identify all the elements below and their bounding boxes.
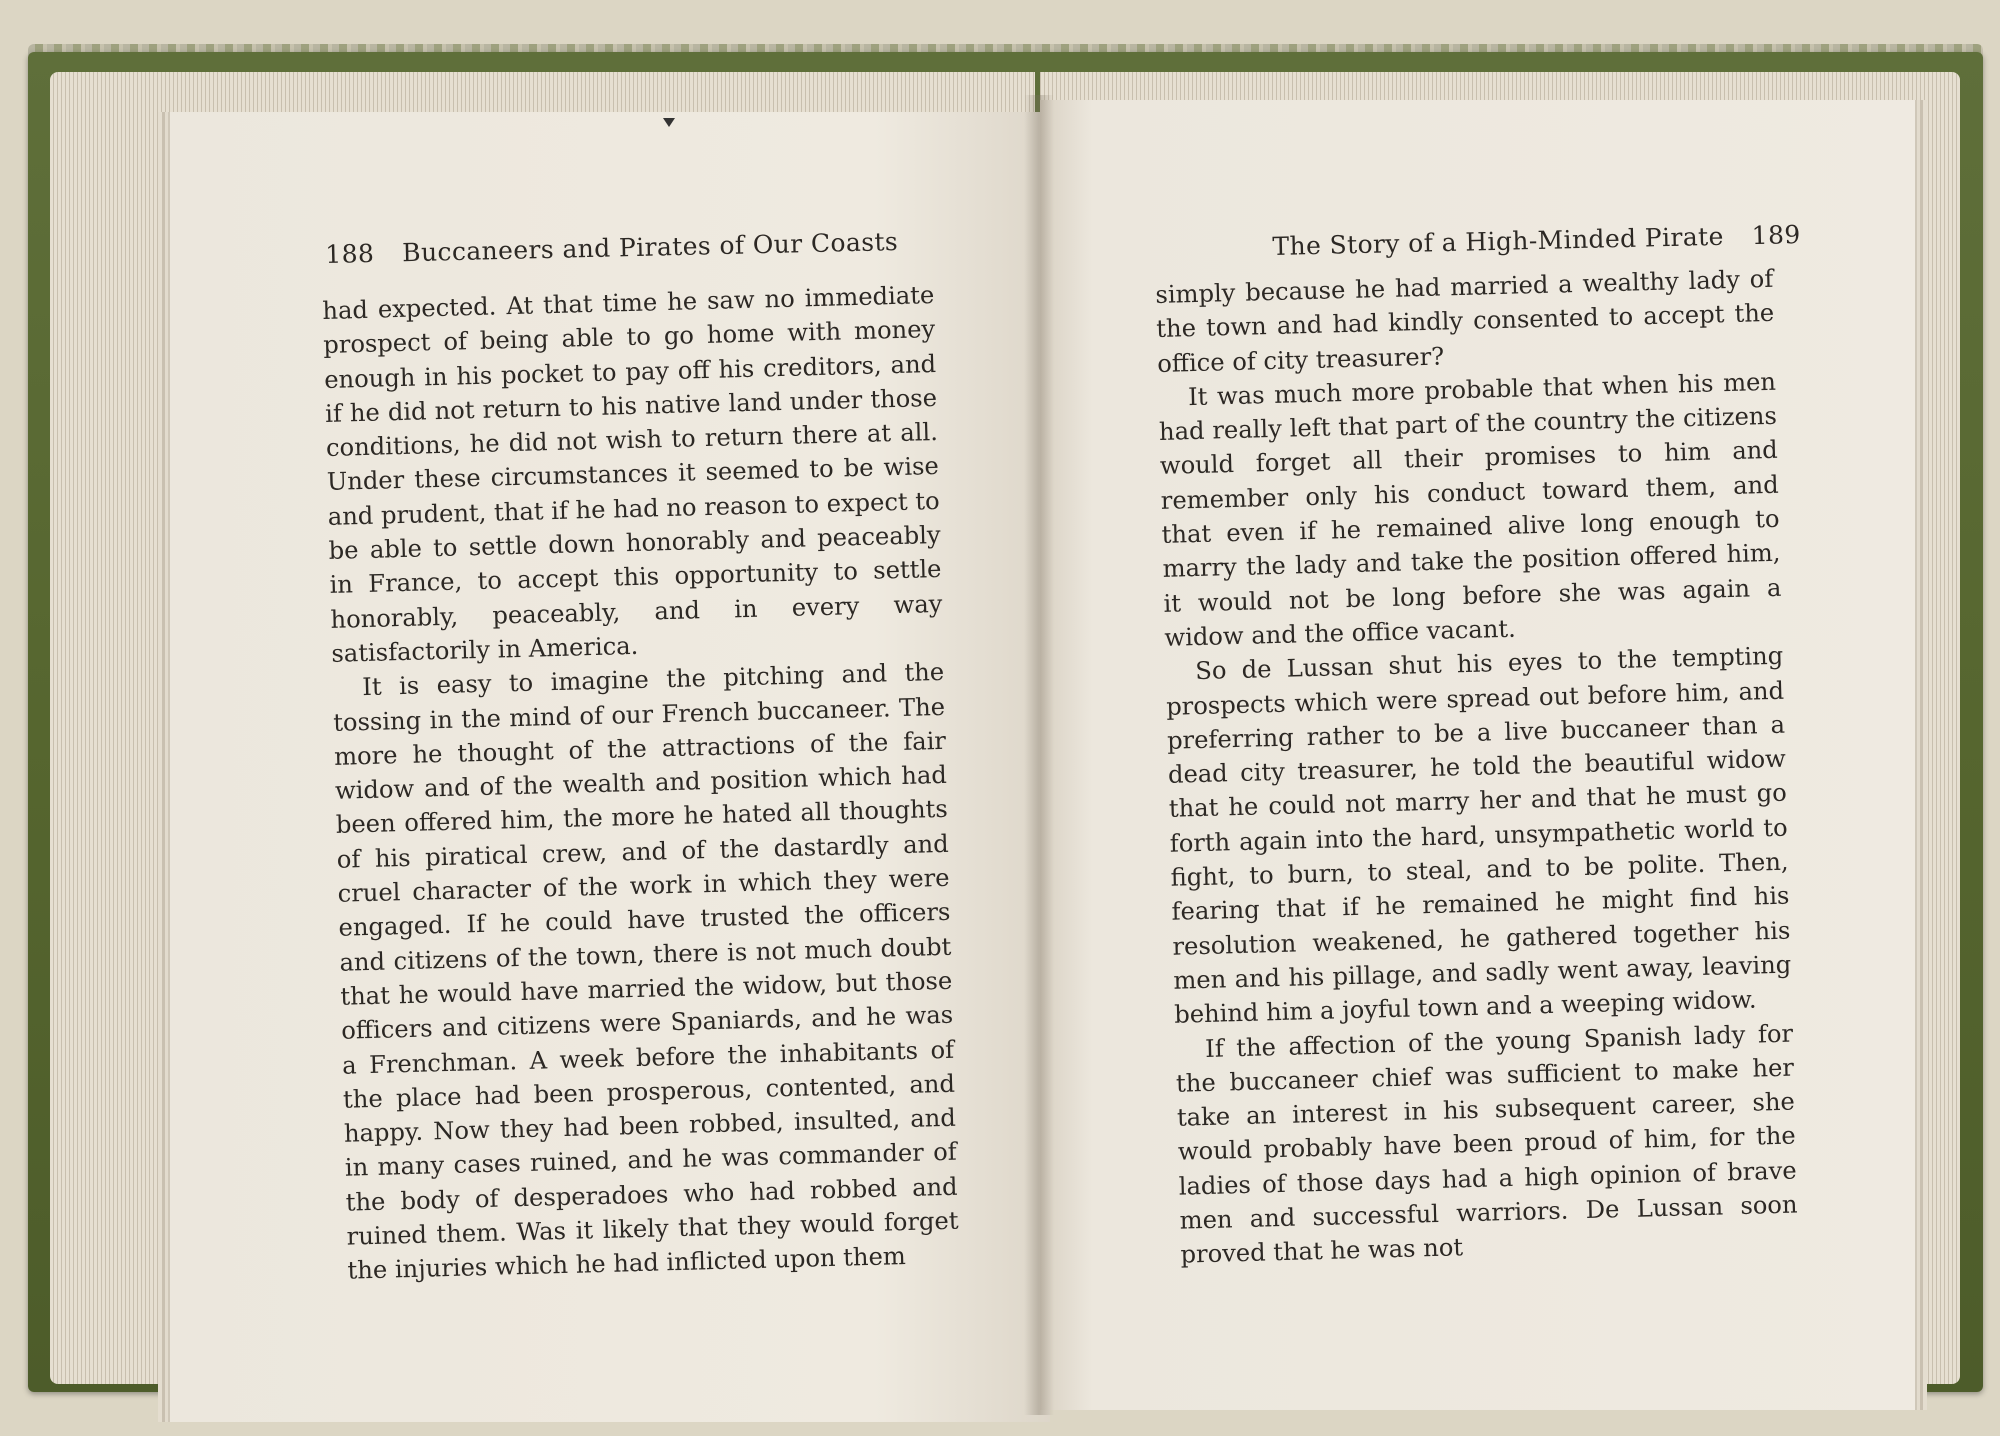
- left-body-text: [322, 278, 960, 1288]
- paragraph: If the affection of the young Spanish lady for the buccaneer chief was sufficient to make her take an interest in his subsequent career, she would probably have been proud of him, for the ladies of those days had a high opinion of brave men and successful warriors. De Lussan soon proved that he was not: [1175, 1019, 1798, 1269]
- paragraph: It was much more probable that when his men had really left that part of the country the citizens would forget all their promises to him and remember only his conduct toward them, and that even if he remained alive long enough to marry the lady and take the position offered him, it would not be long before she was again a widow and the office vacant.: [1158, 367, 1782, 652]
- paragraph: So de Lussan shut his eyes to the tempting prospects which were spread out before him, and preferring rather to be a live buccaneer than a dead city treasurer, he told the beautiful widow that he could not marry her and that he must go forth again into the hard, unsympathetic world to fight, to burn, to steal, and to be polite. Then, fearing that if he remained he might find his resolution weakened, he gathered together his men and his pillage, and sadly went away, leaving behind him a joyful town and a weeping widow.: [1165, 641, 1792, 1029]
- page-number-right: 189: [1751, 220, 1801, 251]
- page-number-left: 188: [325, 238, 375, 269]
- ribbon-marker-icon: [663, 118, 675, 127]
- running-head-left: Buccaneers and Pirates of Our Coasts: [401, 227, 899, 268]
- right-running-header: [1272, 220, 1801, 261]
- paragraph: simply because he had married a wealthy lady of the town and had kindly consented to accept the office of city treasurer?: [1155, 264, 1775, 378]
- book-gutter: [1024, 95, 1054, 1415]
- right-page: [1040, 100, 1915, 1410]
- right-body-text: [1155, 262, 1799, 1272]
- running-head-right: The Story of a High-Minded Pirate: [1271, 221, 1724, 261]
- left-running-header: [325, 227, 898, 269]
- left-page: [170, 112, 1050, 1422]
- paragraph: had expected. At that time he saw no immediate prospect of being able to go home with money enough in his pocket to pay off his creditors, and if he did not return to his native land under those conditions, he did not wish to return there at all. Under these circumstances it seemed to be wise and prudent, that if he had no reason to expect to be able to settle down honorably and peaceably in France, to accept this opportunity to settle honorably, peaceably, and in every way satisfactorily in America.: [322, 280, 943, 668]
- paragraph: It is easy to imagine the pitching and the tossing in the mind of our French buccaneer. The more he thought of the attractions of the fair widow and of the wealth and position which had been offered him, the more he hated all thoughts of his piratical crew, and of the dastardly and cruel character of the work in which they were engaged. If he could have trusted the officers and citizens of the town, there is not much doubt that he would have married the widow, but those officers and citizens were Spaniards, and he was a Frenchman. A week before the inhabitants of the place had been prosperous, contented, and happy. Now they had been robbed, insulted, and in many cases ruined, and he was commander of the body of desperadoes who had robbed and ruined them. Was it likely that they would forget the injuries which he had inflicted upon them: [332, 658, 959, 1285]
